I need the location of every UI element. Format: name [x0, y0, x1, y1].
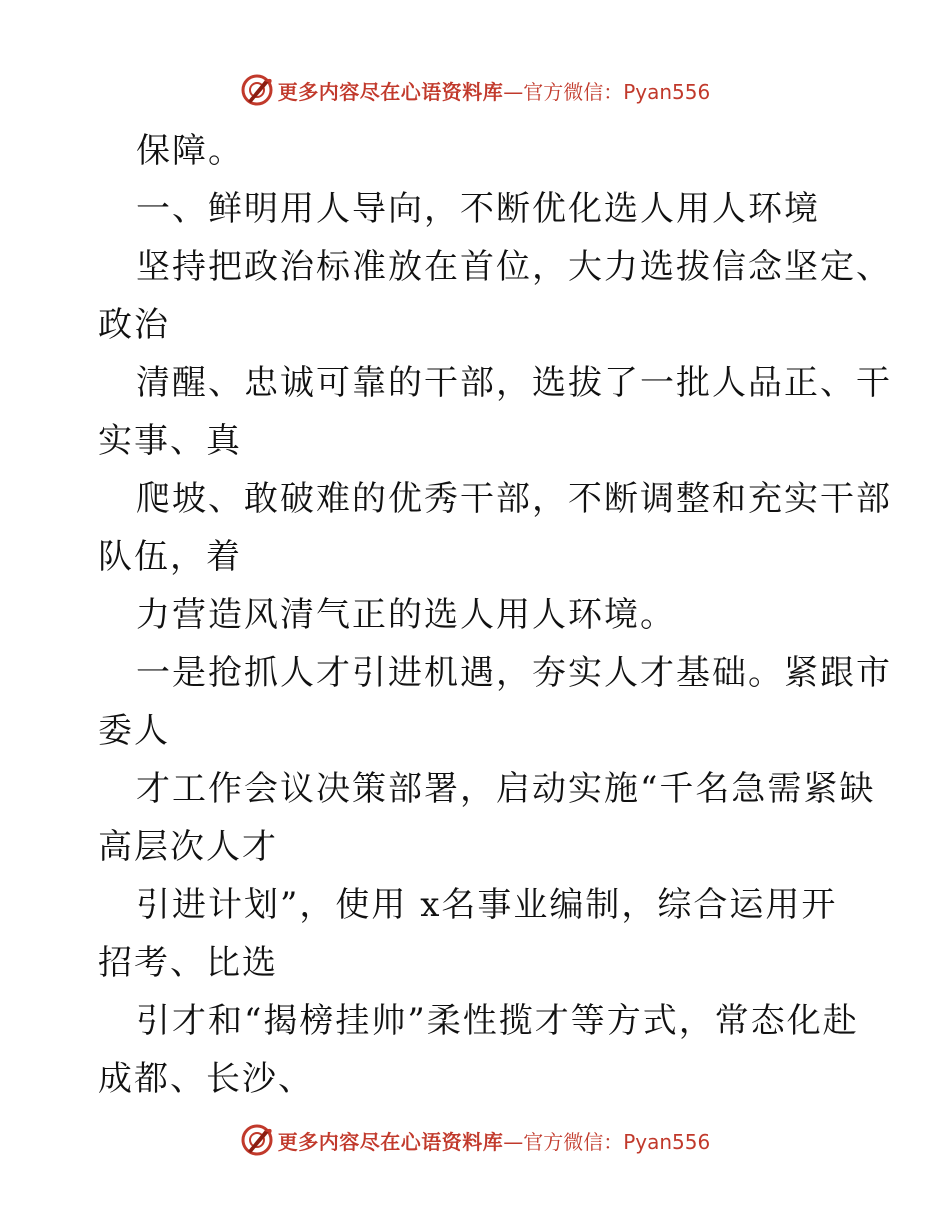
- text-line: 爬坡、敢破难的优秀干部，不断调整和充实干部: [136, 479, 892, 519]
- text-line: 队伍，着: [98, 537, 242, 577]
- text-line: 招考、比选: [98, 943, 278, 983]
- text-line: 力营造风清气正的选人用人环境。: [136, 595, 676, 635]
- document-body: [98, 122, 892, 1108]
- footer-watermark: [0, 1120, 950, 1160]
- header-watermark: [0, 70, 950, 110]
- quill-logo-icon: [240, 73, 274, 107]
- text-line: 清醒、忠诚可靠的干部，选拔了一批人品正、干: [136, 363, 892, 403]
- text-line: 引进计划”，使用 x名事业编制，综合运用开: [136, 885, 838, 925]
- text-line: 高层次人才: [98, 827, 278, 867]
- watermark-brand: 更多内容尽在心语资料库: [277, 1129, 504, 1154]
- quill-logo-icon: [240, 1123, 274, 1157]
- text-line: 政治: [98, 305, 170, 345]
- text-line: 成都、长沙、: [98, 1059, 314, 1099]
- watermark-contact: —官方微信：Pyan556: [503, 1129, 711, 1154]
- text-line: 委人: [98, 711, 170, 751]
- watermark-contact: —官方微信：Pyan556: [503, 79, 711, 104]
- text-line: 一是抢抓人才引进机遇，夯实人才基础。紧跟市: [136, 653, 892, 693]
- text-line: 引才和“揭榜挂帅”柔性揽才等方式，常态化赴: [136, 1001, 859, 1041]
- section-heading: 一、鲜明用人导向，不断优化选人用人环境: [136, 189, 820, 229]
- text-line: 保障。: [136, 131, 244, 171]
- text-line: 坚持把政治标准放在首位，大力选拔信念坚定、: [136, 247, 892, 287]
- text-line: 实事、真: [98, 421, 242, 461]
- watermark-brand: 更多内容尽在心语资料库: [277, 79, 504, 104]
- text-line: 才工作会议决策部署，启动实施“千名急需紧缺: [136, 769, 876, 809]
